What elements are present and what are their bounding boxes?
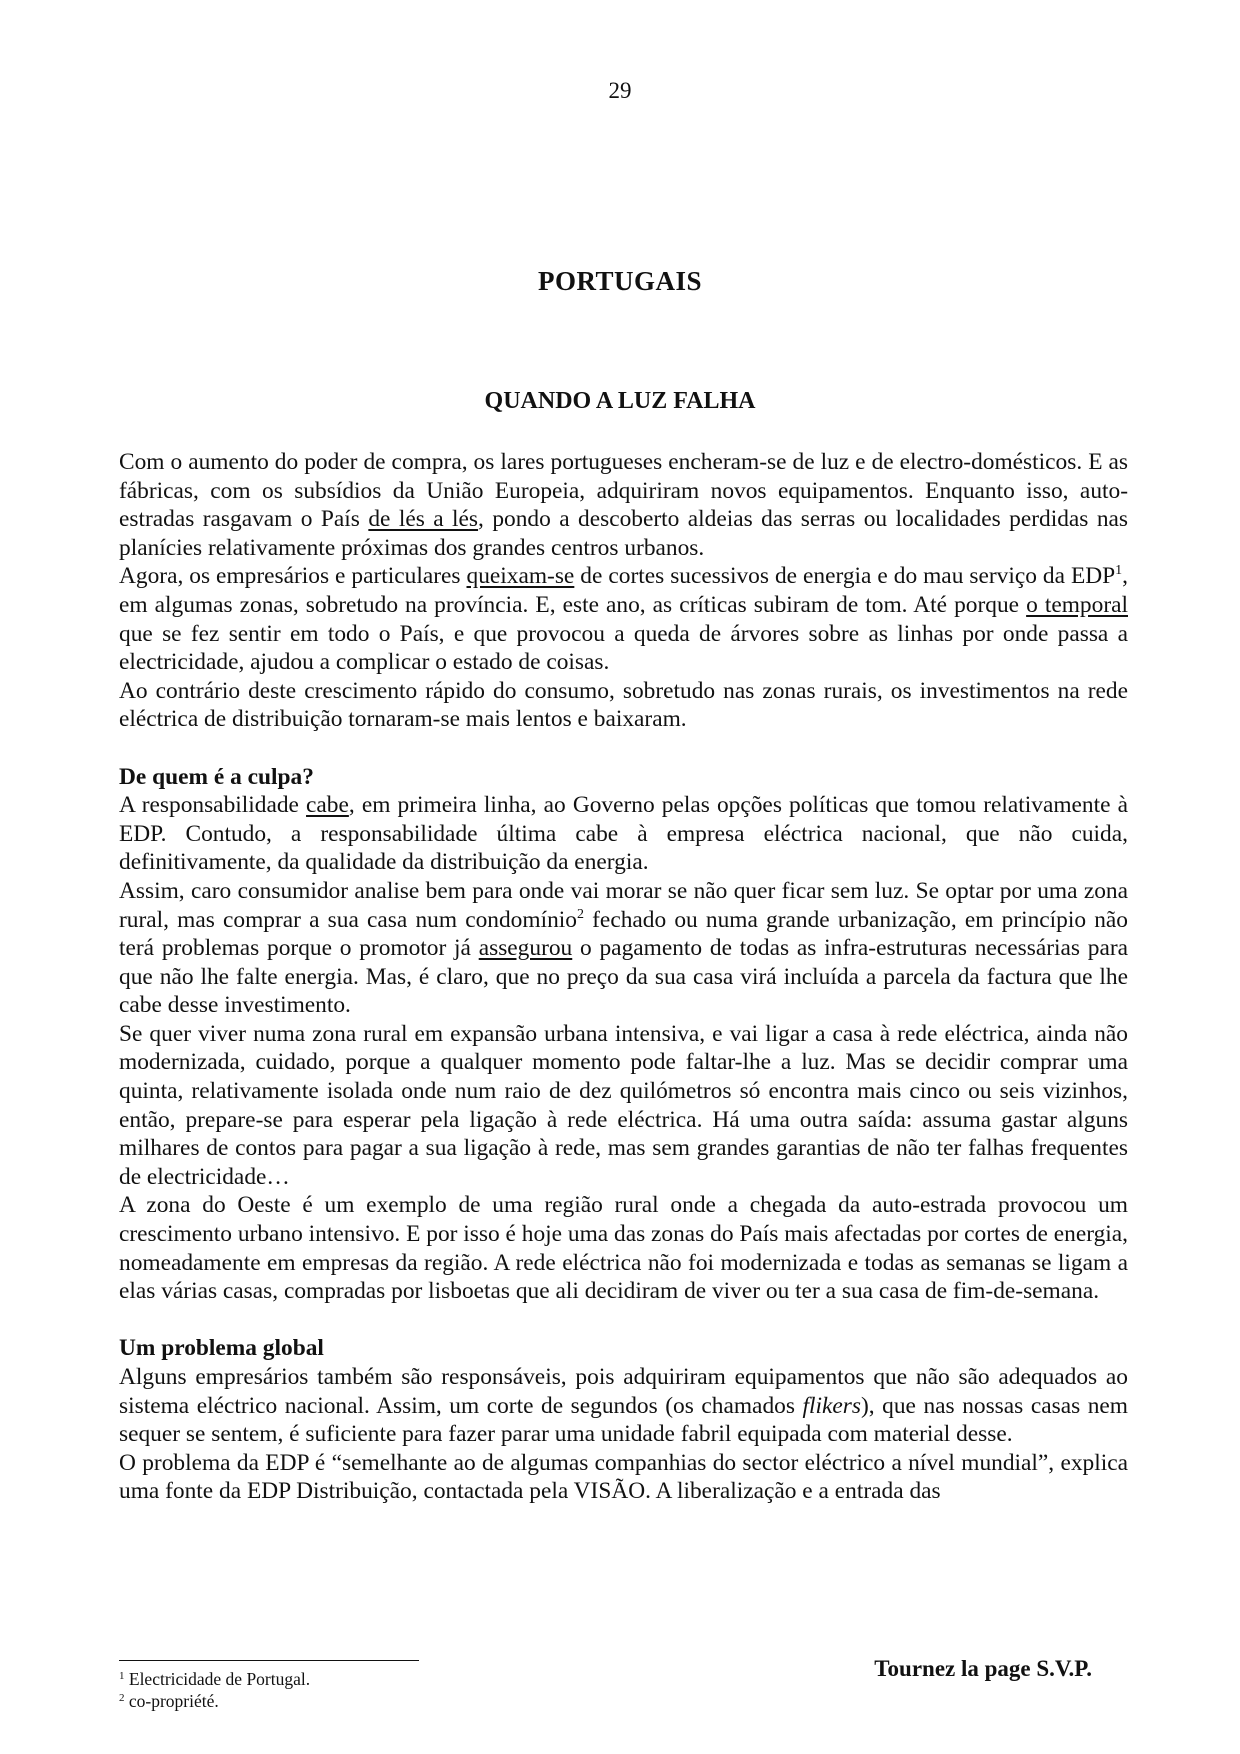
paragraph-2: [119, 562, 1128, 676]
text: Com o aumento do poder de compra, os lares portugueses encheram-se de luz e de electro-domésticos. E as fábricas, com os subsídios da União Europeia, adquiriram novos equipamentos. Enquanto isso, auto-estradas rasgavam o País: [119, 449, 1128, 533]
text: Assim, caro consumidor analise bem para onde vai morar se não quer ficar sem luz. Se optar por uma zona rural, mas comprar a sua casa num condomínio: [119, 877, 1128, 933]
footnote-ref: 2: [576, 906, 584, 922]
article-body: [119, 448, 1128, 1506]
article-title: QUANDO A LUZ FALHA: [484, 388, 756, 414]
paragraph-6: Se quer viver numa zona rural em expansão urbana intensiva, e vai ligar a casa à rede eléctrica, ainda não modernizada, cuidado, porque a qualquer momento pode faltar-lhe a luz. Mas se decidir comprar uma quinta, relativamente isolada onde num raio de dez quilómetros só encontra mais cinco ou seis vizinhos, então, prepare-se para esperar pela ligação à rede eléctrica. Há uma outra saída: assuma gastar alguns milhares de contos para pagar a sua ligação à rede, mas sem grandes garantias de não ter falhas frequentes de electricidade…: [119, 1020, 1128, 1190]
underlined-expression: cabe: [306, 792, 349, 819]
paragraph-1: [119, 448, 1128, 562]
text: , em algumas zonas, sobretudo na província. E, este ano, as críticas subiram de tom. Até porque: [119, 563, 1129, 618]
subheading: Um problema global: [119, 1335, 324, 1362]
page-number: 29: [608, 78, 632, 103]
footnote-text: Electricidade de Portugal.: [124, 1669, 311, 1689]
text: Alguns empresários também são responsáveis, pois adquiriram equipamentos que não são adequados ao sistema eléctrico nacional. Assim, um corte de segundos (os chamados: [119, 1364, 1128, 1419]
footnote-number: 1: [119, 1670, 125, 1682]
section-title: PORTUGAIS: [537, 266, 703, 296]
text: , em primeira linha, ao Governo pelas opções políticas que tomou relativamente à EDP. Contudo, a responsabilidade última cabe à empresa eléctrica nacional, que não cuida, definitivamente, da qualidade da distribuição da energia.: [119, 792, 1128, 876]
text: ), que nas nossas casas nem sequer se sentem, é suficiente para fazer parar uma unidade fabril equipada com material desse.: [119, 1392, 1128, 1448]
text: o pagamento de todas as infra-estruturas necessárias para que não lhe falte energia. Mas, é claro, que no preço da sua casa virá incluída a parcela da factura que lhe cabe desse investimento.: [119, 935, 1128, 1019]
text: fechado ou numa grande urbanização, em princípio não terá problemas porque o promotor já: [119, 906, 1128, 962]
footnote-2: [119, 1690, 310, 1712]
paragraph-8: [119, 1363, 1128, 1449]
text: A responsabilidade: [119, 792, 307, 819]
italic-term: flikers: [802, 1392, 861, 1419]
text: , pondo a descoberto aldeias das serras ou localidades perdidas nas planícies relativamente próximas dos grandes centros urbanos.: [119, 506, 1128, 561]
text: de cortes sucessivos de energia e do mau serviço da EDP: [574, 563, 1116, 590]
paragraph-5: [119, 877, 1128, 1020]
paragraph-4: [119, 791, 1128, 877]
paragraph-9: O problema da EDP é “semelhante ao de algumas companhias do sector eléctrico a nível mundial”, explica uma fonte da EDP Distribuição, contactada pela VISÃO. A liberalização e a entrada das: [119, 1449, 1128, 1505]
text: Agora, os empresários e particulares: [119, 563, 467, 590]
footnotes: [119, 1668, 310, 1712]
footnote-text: co-propriété.: [124, 1691, 219, 1711]
footnote-number: 2: [119, 1692, 125, 1704]
underlined-expression: o temporal: [1026, 591, 1128, 618]
spacer: [119, 734, 1128, 763]
footnote-1: [119, 1668, 310, 1690]
underlined-expression: de lés a lés: [368, 506, 479, 533]
underlined-expression: assegurou: [478, 935, 573, 962]
turn-page-note: Tournez la page S.V.P.: [874, 1656, 1092, 1681]
paragraph-7: A zona do Oeste é um exemplo de uma região rural onde a chegada da auto-estrada provocou um crescimento urbano intensivo. E por isso é hoje uma das zonas do País mais afectadas por cortes de energia, nomeadamente em empresas da região. A rede eléctrica não foi modernizada e todas as semanas se ligam a elas várias casas, compradas por lisboetas que ali decidiram de viver ou ter a sua casa de fim-de-semana.: [119, 1192, 1128, 1305]
text: que se fez sentir em todo o País, e que provocou a queda de árvores sobre as linhas por onde passa a electricidade, ajudou a complicar o estado de coisas.: [119, 620, 1128, 676]
footnote-divider: [119, 1660, 419, 1661]
spacer: [119, 1306, 1128, 1335]
subheading: De quem é a culpa?: [119, 763, 314, 790]
underlined-expression: queixam-se: [466, 563, 575, 590]
footnote-ref: 1: [1115, 563, 1123, 579]
paragraph-3: Ao contrário deste crescimento rápido do consumo, sobretudo nas zonas rurais, os investimentos na rede eléctrica de distribuição tornaram-se mais lentos e baixaram.: [119, 677, 1128, 733]
